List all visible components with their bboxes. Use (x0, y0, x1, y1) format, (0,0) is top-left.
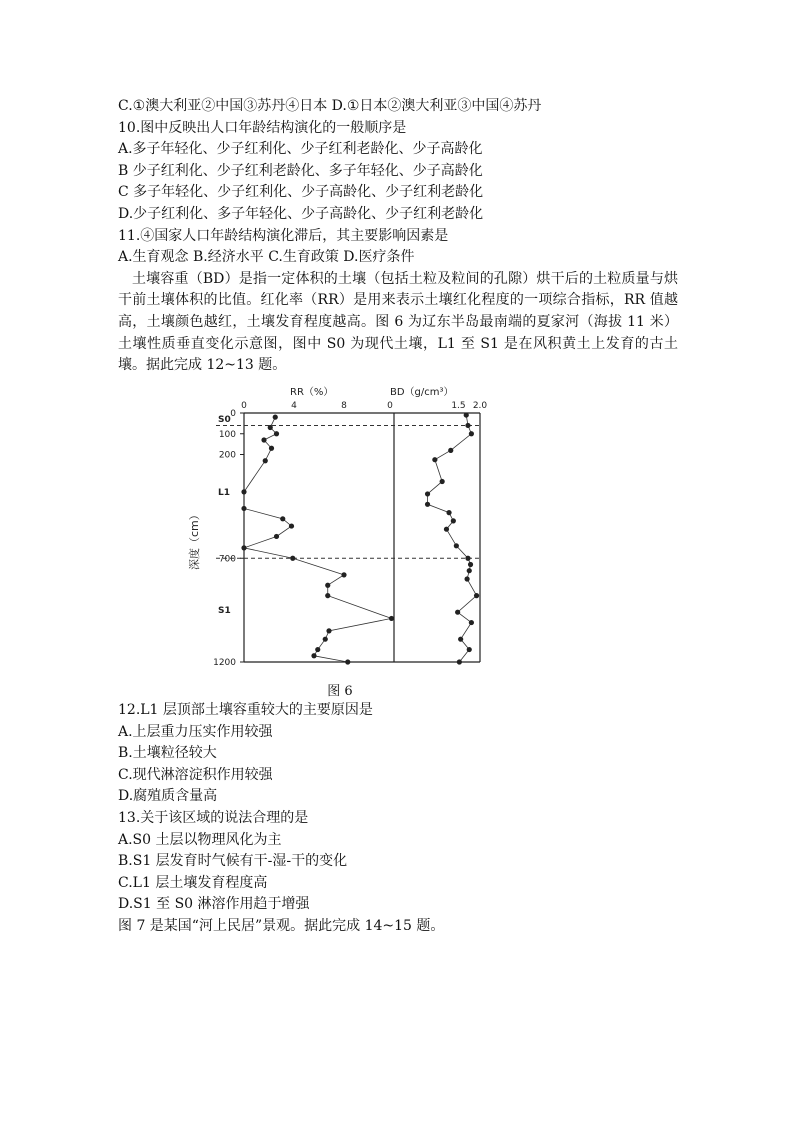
option-line: B 少子红利化、少子红利老龄化、多子年轻化、少子高龄化 (118, 162, 483, 179)
question-block-bottom (118, 700, 678, 938)
rr-line (244, 417, 392, 662)
option-line: C.①澳大利亚②中国③苏丹④日本 D.①日本②澳大利亚③中国④苏丹 (118, 98, 542, 114)
rr-point (241, 489, 246, 494)
bd-point (474, 593, 479, 598)
rr-point (325, 583, 330, 588)
bd-point (465, 576, 470, 581)
option-line: C 多子年轻化、少子红利化、少子高龄化、少子红利老龄化 (118, 184, 484, 201)
bd-point (446, 510, 451, 515)
rr-tick-label: 4 (291, 401, 297, 411)
bd-point (457, 659, 462, 664)
layer-label: S0 (218, 415, 231, 426)
bd-point (440, 479, 445, 484)
rr-point (323, 637, 328, 642)
layer-label: S1 (218, 606, 231, 617)
rr-point (389, 616, 394, 621)
rr-tick-label: 0 (241, 401, 247, 411)
layer-label: L1 (218, 487, 230, 498)
rr-axis-title: RR（%） (290, 387, 334, 398)
question-block-top (118, 96, 678, 377)
bd-point (467, 647, 472, 652)
option-line: A.生育观念 B.经济水平 C.生育政策 D.医疗条件 (118, 249, 415, 266)
soil-profile-chart (190, 380, 490, 680)
depth-tick-label: 1200 (213, 658, 236, 668)
bd-point (444, 527, 449, 532)
bd-point (425, 502, 430, 507)
option-line: D.腐殖质含量高 (118, 788, 218, 805)
rr-point (290, 556, 295, 561)
bd-point (467, 568, 472, 573)
depth-tick-label: 100 (218, 429, 236, 440)
rr-point (274, 534, 279, 539)
rr-tick-label: 8 (341, 401, 347, 411)
rr-point (341, 572, 346, 577)
rr-point (315, 647, 320, 652)
intro-paragraph: 土壤容重（BD）是指一定体积的土壤（包括土粒及粒间的孔隙）烘干后的土粒质量与烘干前土壤体积的比值。红化率（RR）是用来表示土壤红化程度的一项综合指标，RR 值越高，土壤颜色越红，土壤发育程度越高。图 6 为辽东半岛最南端的夏家河（海拔 11 米）土壤性质垂直变化示意图，图中 S0 为现代土壤，L1 至 S1 是在风积黄土上发育的古土壤。据此完成 12~13 题。 (118, 270, 678, 374)
bd-point (469, 431, 474, 436)
option-line: B.S1 层发育时气候有干-湿-干的变化 (118, 853, 348, 870)
bd-point (464, 412, 469, 417)
option-line: A.多子年轻化、少子红利化、少子红利老龄化、少子高龄化 (118, 141, 483, 158)
depth-tick-label: 200 (218, 450, 236, 461)
rr-point (269, 446, 274, 451)
rr-point (241, 506, 246, 511)
bd-point (455, 610, 460, 615)
rr-point (280, 516, 285, 521)
question-13: 13.关于该区域的说法合理的是 (118, 809, 309, 826)
depth-tick-label: 700 (218, 554, 236, 565)
rr-point (241, 545, 246, 550)
bd-point (469, 620, 474, 625)
option-line: B.土壤粒径较大 (118, 745, 217, 762)
question-10: 10.图中反映出人口年龄结构演化的一般顺序是 (118, 119, 407, 136)
bd-point (451, 518, 456, 523)
option-line: D.少子红利化、多子年轻化、少子高龄化、少子红利老龄化 (118, 205, 484, 222)
option-line: A.上层重力压实作用较强 (118, 723, 273, 740)
bd-point (468, 562, 473, 567)
bd-tick-label: 1.5 (451, 401, 466, 411)
bd-point (448, 448, 453, 453)
option-line: D.S1 至 S0 淋溶作用趋于增强 (118, 896, 310, 913)
depth-axis-title: 深度（cm） (188, 509, 201, 570)
bd-point (454, 543, 459, 548)
rr-point (326, 628, 331, 633)
question-12: 12.L1 层顶部土壤容重较大的主要原因是 (118, 702, 373, 718)
figure-6 (190, 380, 490, 700)
figure-caption: 图 6 (327, 684, 353, 699)
rr-point (345, 659, 350, 664)
rr-point (289, 523, 294, 528)
bd-point (465, 556, 470, 561)
option-line: C.L1 层土壤发育程度高 (118, 874, 268, 891)
bd-point (458, 637, 463, 642)
figure-7-intro: 图 7 是某国“河上民居”景观。据此完成 14~15 题。 (118, 917, 445, 934)
rr-point (261, 437, 266, 442)
rr-point (274, 431, 279, 436)
rr-point (311, 653, 316, 658)
option-line: C.现代淋溶淀积作用较强 (118, 766, 273, 783)
rr-point (268, 425, 273, 430)
bd-point (425, 491, 430, 496)
option-line: A.S0 土层以物理风化为主 (118, 831, 282, 848)
question-11: 11.④国家人口年龄结构演化滞后，其主要影响因素是 (118, 227, 449, 244)
depth-tick-label: 0 (230, 409, 236, 419)
bd-axis-title: BD（g/cm³） (390, 387, 454, 398)
rr-point (325, 593, 330, 598)
rr-point (263, 458, 268, 463)
bd-point (432, 457, 437, 462)
bd-tick-label: 0 (387, 401, 393, 411)
bd-tick-label: 2.0 (472, 401, 488, 411)
rr-point (273, 415, 278, 420)
bd-point (465, 423, 470, 428)
